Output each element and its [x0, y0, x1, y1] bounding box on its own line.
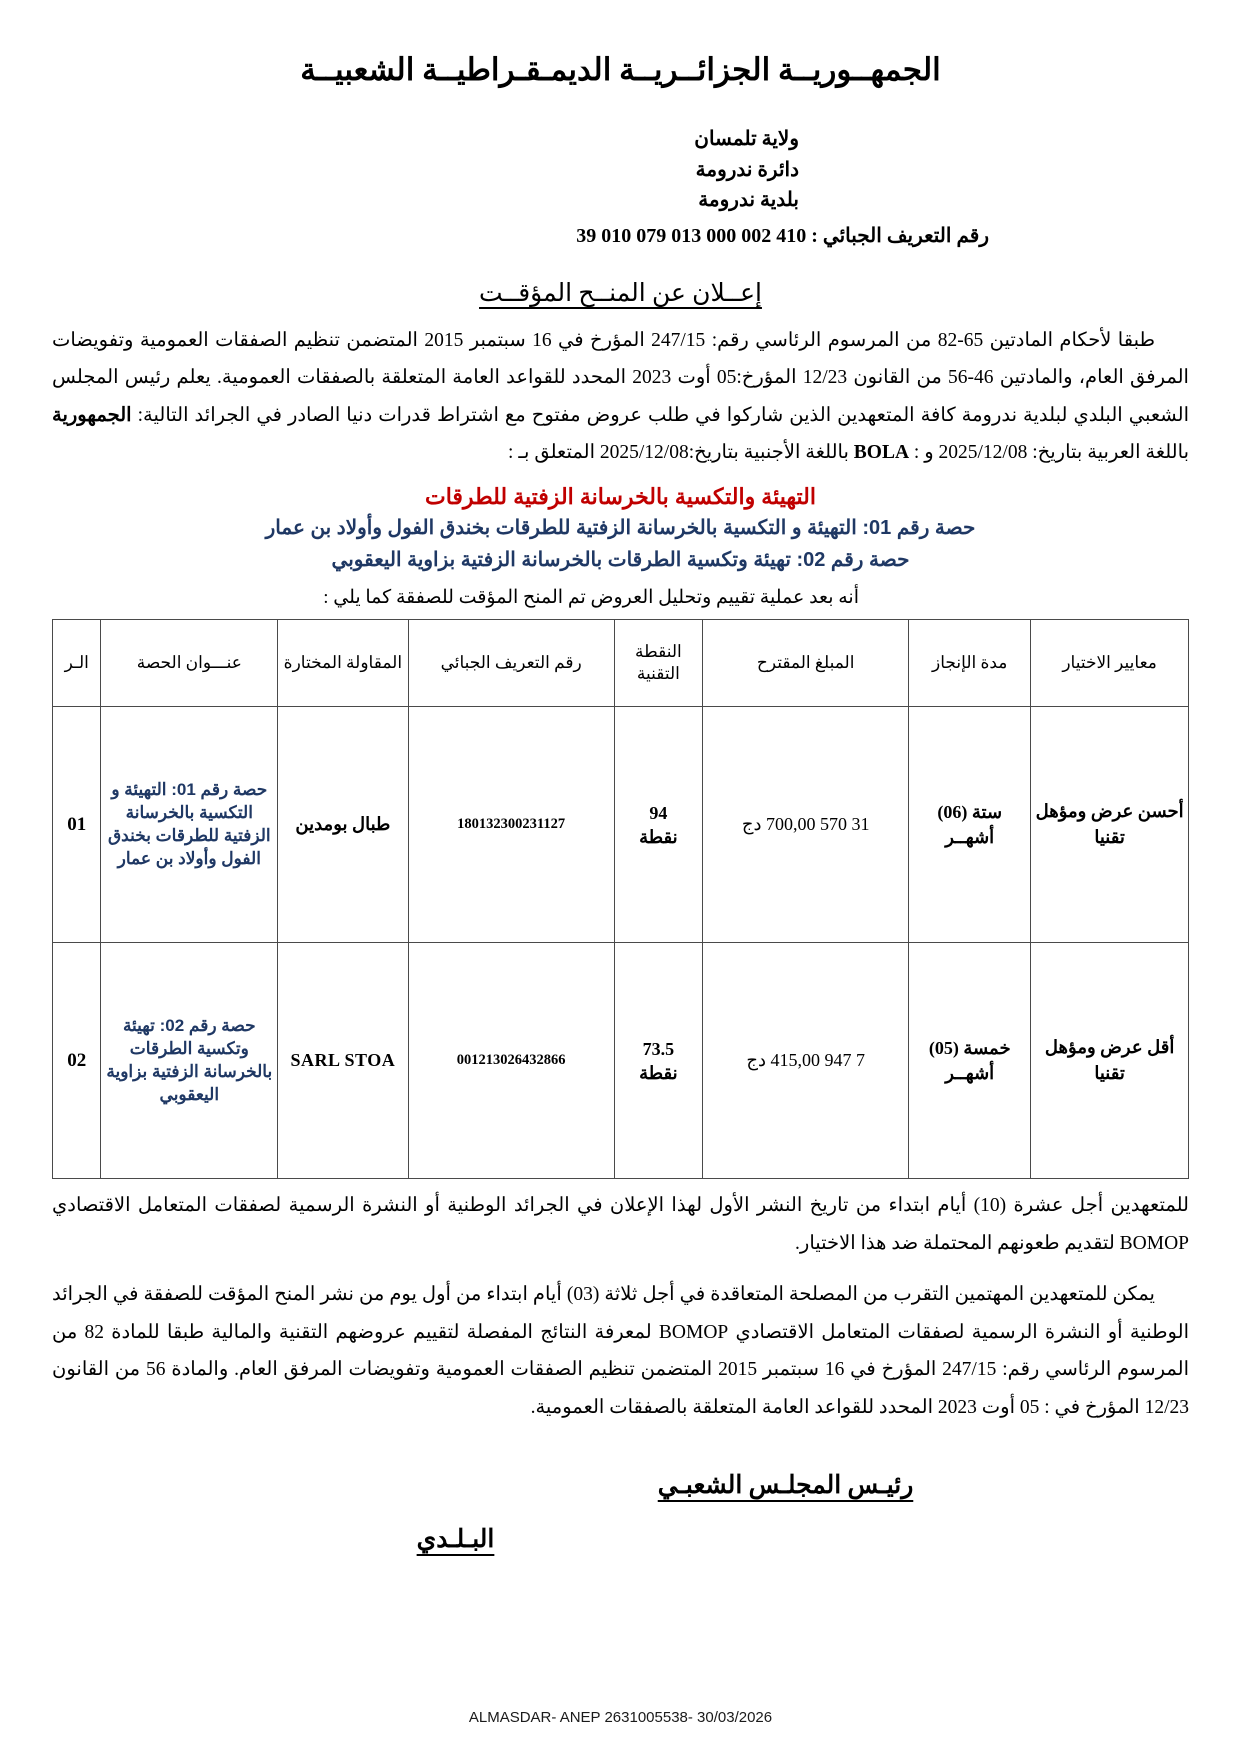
intro-part-3: باللغة الأجنبية بتاريخ:2025/12/08 المتعلق بـ :	[508, 442, 854, 464]
header-tax-id: رقم التعريف الجبائي	[408, 620, 614, 707]
tax-id-value: 39 010 079 013 000 002 410	[576, 225, 807, 248]
tax-id-label: رقم التعريف الجبائي :	[806, 225, 989, 248]
cell-amount: 7 947 415,00 دج	[703, 943, 909, 1179]
signature-block	[52, 1470, 1189, 1554]
header-firm: المقاولة المختارة	[278, 620, 408, 707]
cell-amount: 31 570 700,00 دج	[703, 707, 909, 943]
daira-line: دائرة ندرومة	[695, 158, 799, 181]
table-row	[53, 943, 1189, 1179]
cell-technical-score	[614, 943, 702, 1179]
header-duration: مدة الإنجاز	[909, 620, 1031, 707]
header-lot-title: عنـــوان الحصة	[101, 620, 278, 707]
header-amount: المبلغ المقترح	[703, 620, 909, 707]
operation-lot-2: حصة رقم 02: تهيئة وتكسية الطرقات بالخرسانة الزفتية بزاوية اليعقوبي	[331, 549, 910, 571]
cell-duration: خمسة (05) أشهــر	[909, 943, 1031, 1179]
cell-tax-id: 180132300231127	[408, 707, 614, 943]
table-header-row	[53, 620, 1189, 707]
operation-title: التهيئة والتكسية بالخرسانة الزفتية للطرقات	[425, 483, 816, 509]
header-technical-score: النقطة التقنية	[614, 620, 702, 707]
operation-lot-1: حصة رقم 01: التهيئة و التكسية بالخرسانة الزفتية للطرقات بخندق الفول وأولاد بن عمار	[265, 516, 976, 539]
results-intro: أنه بعد عملية تقييم وتحليل العروض تم المنح المؤقت للصفقة كما يلي :	[323, 587, 859, 609]
wilaya-line: ولاية تلمسان	[694, 128, 799, 151]
tech-score-unit: نقطة	[639, 826, 678, 847]
cell-firm: SARL STOA	[278, 943, 408, 1179]
cell-duration: ستة (06) أشهــر	[909, 707, 1031, 943]
administrative-header	[52, 124, 1189, 252]
cell-row-number: 02	[53, 943, 101, 1179]
tax-id-line	[52, 221, 989, 251]
intro-part-2: باللغة العربية بتاريخ: 2025/12/08 و :	[909, 442, 1189, 464]
cell-row-number: 01	[53, 707, 101, 943]
intro-paragraph	[52, 322, 1189, 472]
cell-firm: طبال بومدين	[278, 707, 408, 943]
republic-heading: الجمهــوريــة الجزائــريــة الديمـقـراطيــة الشعبيــة	[300, 52, 941, 87]
header-row-number: الـر	[53, 620, 101, 707]
signature-line-2: البـلـدي	[416, 1526, 495, 1554]
cell-lot-title: حصة رقم 02: تهيئة وتكسية الطرقات بالخرسانة الزفتية بزاوية اليعقوبي	[101, 943, 278, 1179]
details-paragraph: يمكن للمتعهدين المهتمين التقرب من المصلحة المتعاقدة في أجل ثلاثة (03) أيام ابتداء من أول يوم من نشر المنح المؤقت للصفقة في الجرائد الوطنية أو النشرة الرسمية لصفقات المتعامل الاقتصادي BOMOP لمعرفة النتائج المفصلة لتقييم عروضهم التقنية والمالية طبقا للمادة 82 من المرسوم الرئاسي رقم: 247/15 المؤرخ في 16 سبتمبر 2015 المتضمن تنظيم الصفقات العمومية وتفويضات المرفق العام. والمادة 56 من القانون 12/23 المؤرخ في : 05 أوت 2023 المحدد للقواعد العامة المتعلقة بالصفقات العمومية.	[52, 1284, 1190, 1418]
signature-line-1: رئيـس المجلـس الشعبـي	[657, 1472, 914, 1500]
appeal-paragraph: للمتعهدين أجل عشرة (10) أيام ابتداء من تاريخ النشر الأول لهذا الإعلان في الجرائد الوطنية أو النشرة الرسمية لصفقات المتعامل الاقتصادي BOMOP لتقديم طعونهم المحتملة ضد هذا الاختيار.	[52, 1195, 1189, 1254]
intro-part-1: طبقا لأحكام المادتين 65-82 من المرسوم الرئاسي رقم: 247/15 المؤرخ في 16 سبتمبر 2015 المتضمن تنظيم الصفقات العمومية وتفويضات المرفق العام، والمادتين 46-56 من القانون 12/23 المؤرخ:05 أوت 2023 المحدد للقواعد العامة المتعلقة بالصفقات العمومية. يعلم رئيس المجلس الشعبي البلدي لبلدية ندرومة كافة المتعهدين الذين شاركوا في طلب عروض مفتوح مع اشتراط قدرات دنيا الصادر في الجرائد التالية:	[52, 329, 1189, 426]
cell-technical-score	[614, 707, 702, 943]
tech-score-value: 94	[649, 802, 668, 823]
page-title: إعــلان عن المنــح المؤقــت	[479, 279, 762, 307]
baladia-line: بلدية ندرومة	[698, 189, 799, 212]
award-results-table	[52, 619, 1189, 1179]
cell-lot-title: حصة رقم 01: التهيئة و التكسية بالخرسانة الزفتية للطرقات بخندق الفول وأولاد بن عمار	[101, 707, 278, 943]
cell-criteria: أقل عرض ومؤهل تقنيا	[1031, 943, 1189, 1179]
newspaper-arabic: الجمهورية	[52, 404, 132, 426]
tech-score-unit: نقطة	[639, 1062, 678, 1083]
newspaper-foreign: BOLA	[853, 442, 910, 464]
header-criteria: معايير الاختيار	[1031, 620, 1189, 707]
cell-tax-id: 001213026432866	[408, 943, 614, 1179]
footer-reference: ALMASDAR- ANEP 2631005538- 30/03/2026	[468, 1709, 773, 1726]
table-row	[53, 707, 1189, 943]
cell-criteria: أحسن عرض ومؤهل تقنيا	[1031, 707, 1189, 943]
tech-score-value: 73.5	[642, 1038, 675, 1059]
